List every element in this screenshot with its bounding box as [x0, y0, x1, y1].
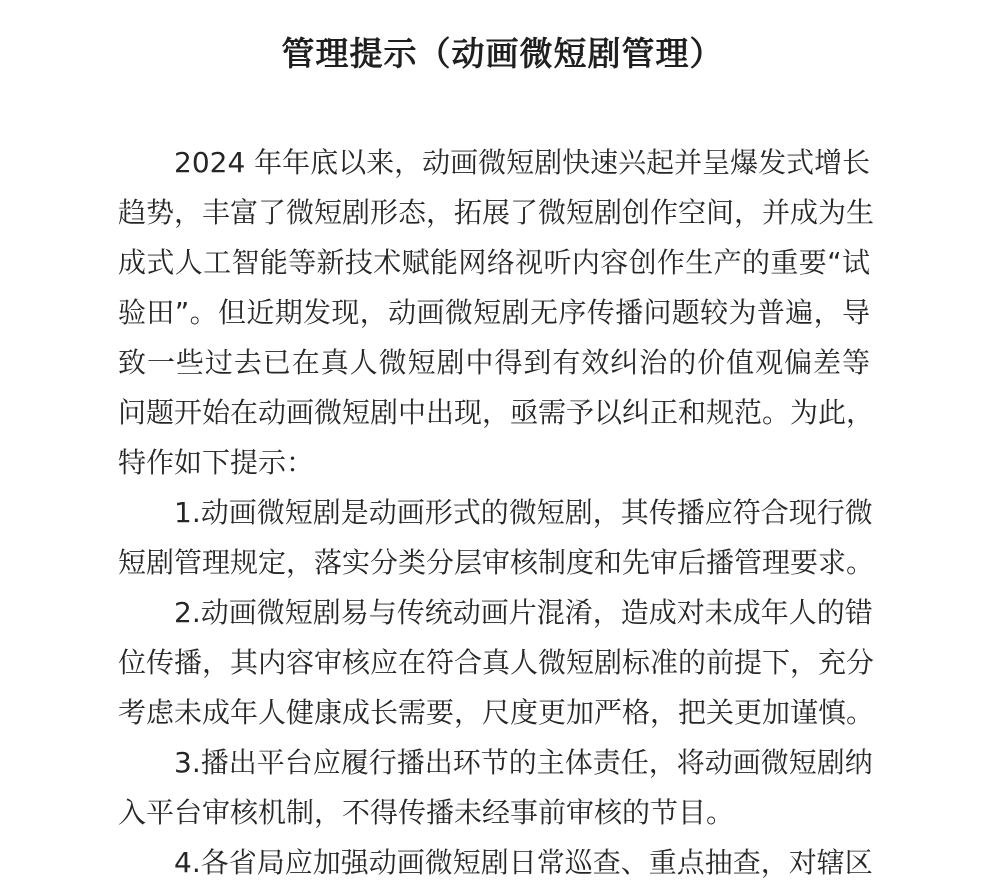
paragraph-line: 4.各省局应加强动画微短剧日常巡查、重点抽查，对辖区	[174, 846, 873, 879]
paragraph-line: 成式人工智能等新技术赋能网络视听内容创作生产的重要“试	[118, 246, 870, 279]
paragraph-line: 考虑未成年人健康成长需要，尺度更加严格，把关更加谨慎。	[118, 696, 875, 729]
document-body	[118, 138, 875, 888]
paragraph-line: 短剧管理规定，落实分类分层审核制度和先审后播管理要求。	[118, 546, 875, 579]
paragraph-line: 位传播，其内容审核应在符合真人微短剧标准的前提下，充分	[118, 646, 875, 679]
paragraph-line: 致一些过去已在真人微短剧中得到有效纠治的价值观偏差等	[118, 346, 870, 379]
paragraph-line: 1.动画微短剧是动画形式的微短剧，其传播应符合现行微	[174, 496, 873, 529]
paragraph-line: 2.动画微短剧易与传统动画片混淆，造成对未成年人的错	[174, 596, 873, 629]
paragraph-line: 特作如下提示：	[118, 446, 315, 479]
paragraph-line: 验田”。但近期发现，动画微短剧无序传播问题较为普遍，导	[118, 296, 870, 329]
paragraph-line: 3.播出平台应履行播出环节的主体责任，将动画微短剧纳	[174, 746, 873, 779]
paragraph-line: 趋势，丰富了微短剧形态，拓展了微短剧创作空间，并成为生	[118, 196, 875, 229]
paragraph-line: 2024 年年底以来，动画微短剧快速兴起并呈爆发式增长	[174, 146, 871, 179]
paragraph-line: 问题开始在动画微短剧中出现，亟需予以纠正和规范。为此，	[118, 396, 875, 429]
document-title: 管理提示（动画微短剧管理）	[281, 34, 724, 73]
paragraph-line: 入平台审核机制，不得传播未经事前审核的节目。	[118, 796, 735, 829]
